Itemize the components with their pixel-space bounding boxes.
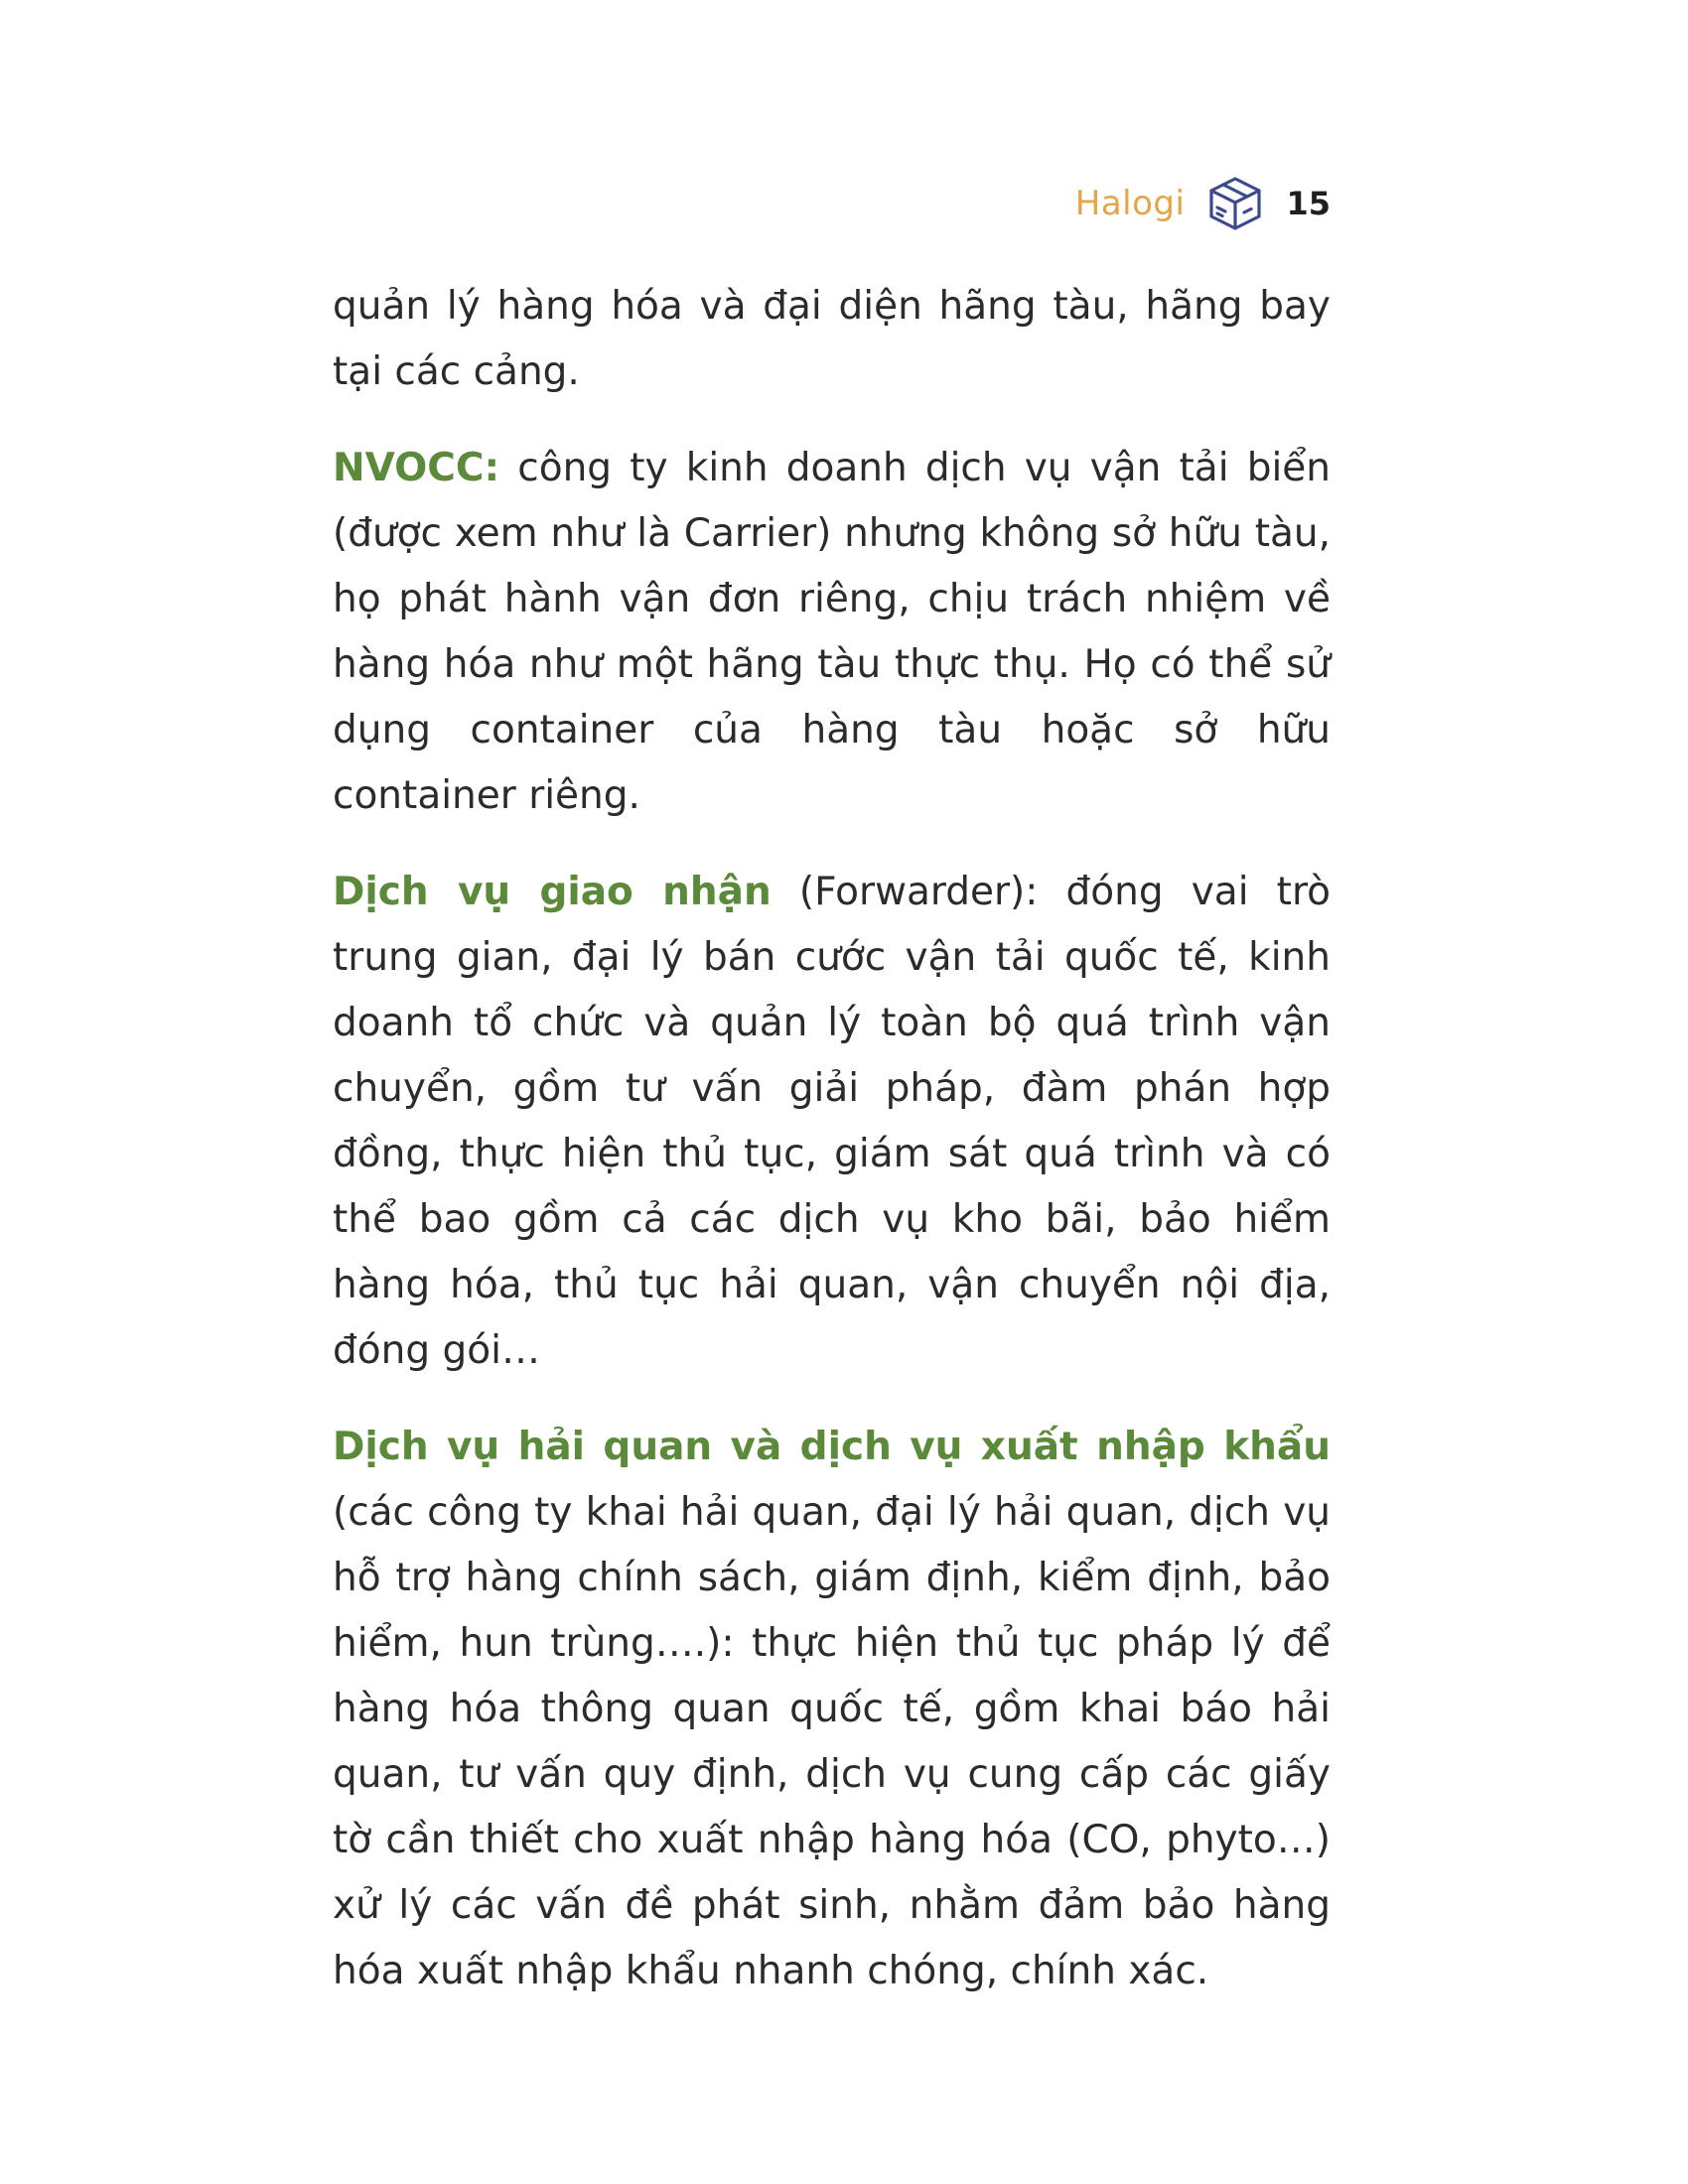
term-forwarder: Dịch vụ giao nhận <box>333 870 772 914</box>
paragraph-nvocc <box>333 436 1331 829</box>
paragraph-text: công ty kinh doanh dịch vụ vận tải biển (được xem như là Carrier) nhưng không sở hữu tàu, họ phát hành vận đơn riêng, chịu trách nhiệm về hàng hóa như một hãng tàu thực thụ. Họ có thể sử dụng container của hàng tàu hoặc sở hữu container riêng. <box>333 446 1331 818</box>
paragraph-continuation <box>333 274 1331 405</box>
paragraph-customs <box>333 1415 1331 2004</box>
paragraph-text: (Forwarder): đóng vai trò trung gian, đại lý bán cước vận tải quốc tế, kinh doanh tổ chức và quản lý toàn bộ quá trình vận chuyển, gồm tư vấn giải pháp, đàm phán hợp đồng, thực hiện thủ tục, giám sát quá trình và có thể bao gồm cả các dịch vụ kho bãi, bảo hiểm hàng hóa, thủ tục hải quan, vận chuyển nội địa, đóng gói… <box>333 870 1331 1373</box>
term-customs: Dịch vụ hải quan và dịch vụ xuất nhập khẩu <box>333 1425 1331 1469</box>
box-icon <box>1206 175 1264 232</box>
brand-name: Halogi <box>1074 184 1186 223</box>
page-number: 15 <box>1286 185 1331 222</box>
document-body <box>333 274 1331 2035</box>
page-header <box>993 169 1331 238</box>
term-nvocc: NVOCC: <box>333 446 500 490</box>
paragraph-text: (các công ty khai hải quan, đại lý hải quan, dịch vụ hỗ trợ hàng chính sách, giám định, kiểm định, bảo hiểm, hun trùng….): thực hiện thủ tục pháp lý để hàng hóa thông quan quốc tế, gồm khai báo hải quan, tư vấn quy định, dịch vụ cung cấp các giấy tờ cần thiết cho xuất nhập hàng hóa (CO, phyto…) xử lý các vấn đề phát sinh, nhằm đảm bảo hàng hóa xuất nhập khẩu nhanh chóng, chính xác. <box>333 1490 1331 1993</box>
paragraph-text: quản lý hàng hóa và đại diện hãng tàu, hãng bay tại các cảng. <box>333 284 1331 394</box>
paragraph-forwarder <box>333 860 1331 1384</box>
